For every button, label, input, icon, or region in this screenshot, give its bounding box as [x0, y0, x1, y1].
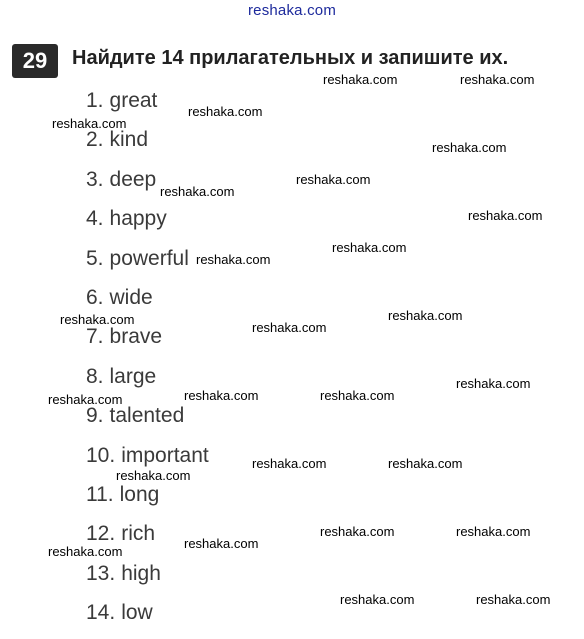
- word-item: [86, 206, 215, 245]
- word-item: [86, 600, 215, 639]
- word-item: [86, 482, 215, 521]
- watermark: reshaka.com: [52, 116, 127, 131]
- word-item: [86, 561, 215, 600]
- watermark: reshaka.com: [184, 536, 259, 551]
- word-text: brave: [109, 325, 163, 349]
- watermark: reshaka.com: [460, 72, 535, 87]
- watermark: reshaka.com: [332, 240, 407, 255]
- watermark: reshaka.com: [388, 456, 463, 471]
- watermark: reshaka.com: [188, 104, 263, 119]
- watermark: reshaka.com: [116, 468, 191, 483]
- watermark: reshaka.com: [476, 592, 551, 607]
- watermark: reshaka.com: [323, 72, 398, 87]
- word-number: 13.: [86, 561, 116, 585]
- word-text: rich: [121, 522, 156, 546]
- word-text: large: [109, 364, 157, 388]
- word-text: great: [109, 89, 158, 112]
- word-number: 6.: [86, 285, 104, 309]
- watermark: reshaka.com: [48, 392, 123, 407]
- word-number: 11.: [86, 482, 114, 506]
- watermark: reshaka.com: [184, 388, 259, 403]
- word-item: [86, 403, 215, 442]
- word-text: high: [121, 561, 161, 585]
- watermark: reshaka.com: [456, 524, 531, 539]
- word-number: 1.: [86, 89, 104, 112]
- watermark: reshaka.com: [60, 312, 135, 327]
- word-item: [86, 324, 215, 363]
- watermark: reshaka.com: [468, 208, 543, 223]
- watermark: reshaka.com: [320, 524, 395, 539]
- watermark: reshaka.com: [320, 388, 395, 403]
- watermark: reshaka.com: [388, 308, 463, 323]
- task-number-badge: 29: [12, 44, 58, 78]
- watermark: reshaka.com: [252, 456, 327, 471]
- site-header[interactable]: reshaka.com: [247, 2, 337, 19]
- word-item: [86, 127, 215, 166]
- word-text: happy: [109, 207, 167, 231]
- watermark: reshaka.com: [432, 140, 507, 155]
- task-title: Найдите 14 прилагательных и запишите их.: [72, 47, 509, 69]
- watermark: reshaka.com: [160, 184, 235, 199]
- word-number: 3.: [86, 167, 104, 191]
- word-text: powerful: [109, 246, 189, 270]
- watermark: reshaka.com: [252, 320, 327, 335]
- word-text: wide: [109, 285, 153, 309]
- word-number: 7.: [86, 325, 104, 349]
- word-number: 12.: [86, 522, 116, 546]
- word-number: 14.: [86, 601, 116, 625]
- watermark: reshaka.com: [296, 172, 371, 187]
- watermark: reshaka.com: [196, 252, 271, 267]
- word-text: talented: [109, 404, 185, 428]
- word-text: kind: [109, 128, 149, 152]
- word-number: 8.: [86, 364, 104, 388]
- watermark: reshaka.com: [48, 544, 123, 559]
- word-number: 9.: [86, 404, 104, 428]
- word-text: long: [119, 482, 160, 506]
- watermark: reshaka.com: [340, 592, 415, 607]
- word-text: important: [121, 443, 209, 467]
- watermark: reshaka.com: [456, 376, 531, 391]
- word-number: 5.: [86, 246, 104, 270]
- word-number: 10.: [86, 443, 116, 467]
- word-text: low: [121, 601, 153, 625]
- word-number: 2.: [86, 128, 104, 152]
- word-number: 4.: [86, 207, 104, 231]
- word-text: deep: [109, 167, 157, 191]
